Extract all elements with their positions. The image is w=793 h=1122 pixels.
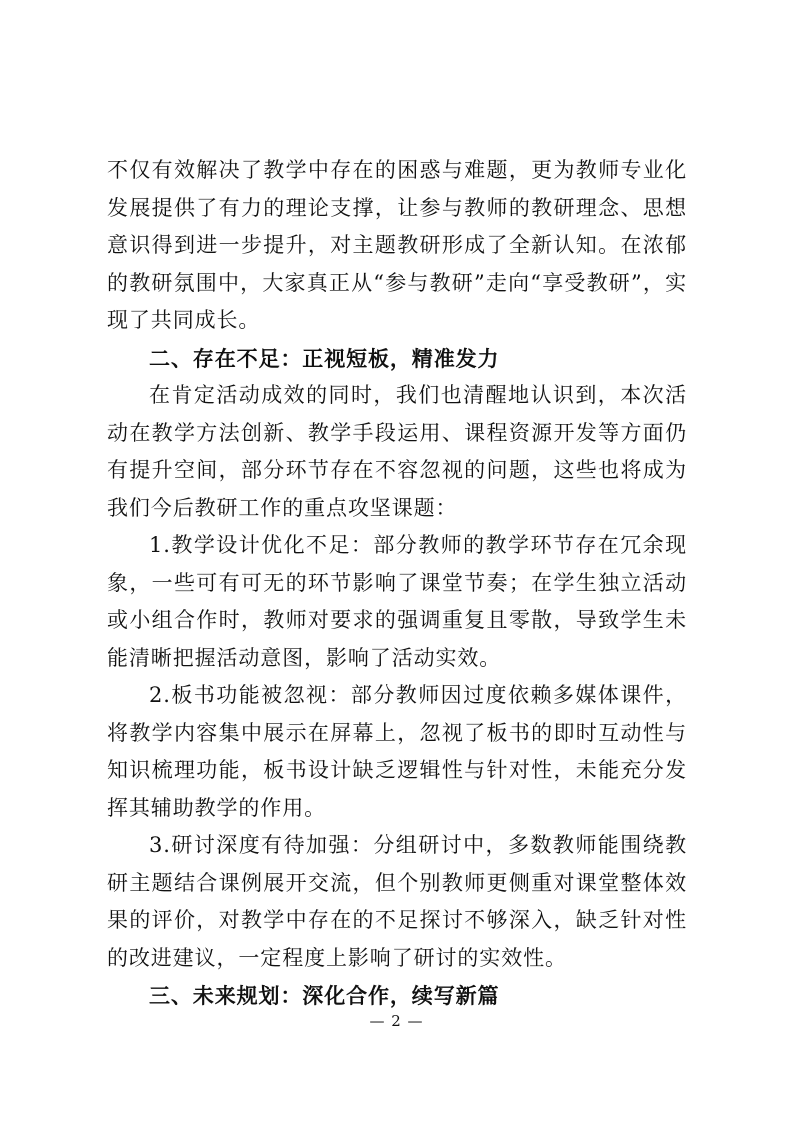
section-heading-future-plan: 三、未来规划：深化合作，续写新篇 [149,983,500,1008]
document-body [107,152,687,1015]
page-number: — 2 — [369,1012,424,1030]
paragraph-continued: 不仅有效解决了教学中存在的困惑与难题，更为教师专业化发展提供了有力的理论支撑，让参与教师的教研理念、思想意识得到进一步提升，对主题教研形成了全新认知。在浓郁的教研氛围中，大家真正从“参与教研”走向“享受教研”，实现了共同成长。 [107,158,687,332]
list-item-discussion-depth: 3.研讨深度有待加强：分组研讨中，多数教师能围绕教研主题结合课例展开交流，但个别教师更侧重对课堂整体效果的评价，对教学中存在的不足探讨不够深入，缺乏针对性的改进建议，一定程度上影响了研讨的实效性。 [107,833,687,970]
section-heading-shortcomings: 二、存在不足：正视短板，精准发力 [149,345,500,371]
list-item-teaching-design: 1.教学设计优化不足：部分教师的教学环节存在冗余现象，一些可有可无的环节影响了课堂节奏；在学生独立活动或小组合作时，教师对要求的强调重复且零散，导致学生未能清晰把握活动意图，影响了活动实效。 [107,533,687,670]
list-item-blackboard: 2.板书功能被忽视：部分教师因过度依赖多媒体课件，将教学内容集中展示在屏幕上，忽视了板书的即时互动性与知识梳理功能，板书设计缺乏逻辑性与针对性，未能充分发挥其辅助教学的作用。 [107,683,687,820]
paragraph-shortcomings-intro: 在肯定活动成效的同时，我们也清醒地认识到，本次活动在教学方法创新、教学手段运用、课程资源开发等方面仍有提升空间，部分环节存在不容忽视的问题，这些也将成为我们今后教研工作的重点攻坚课题： [107,383,687,520]
